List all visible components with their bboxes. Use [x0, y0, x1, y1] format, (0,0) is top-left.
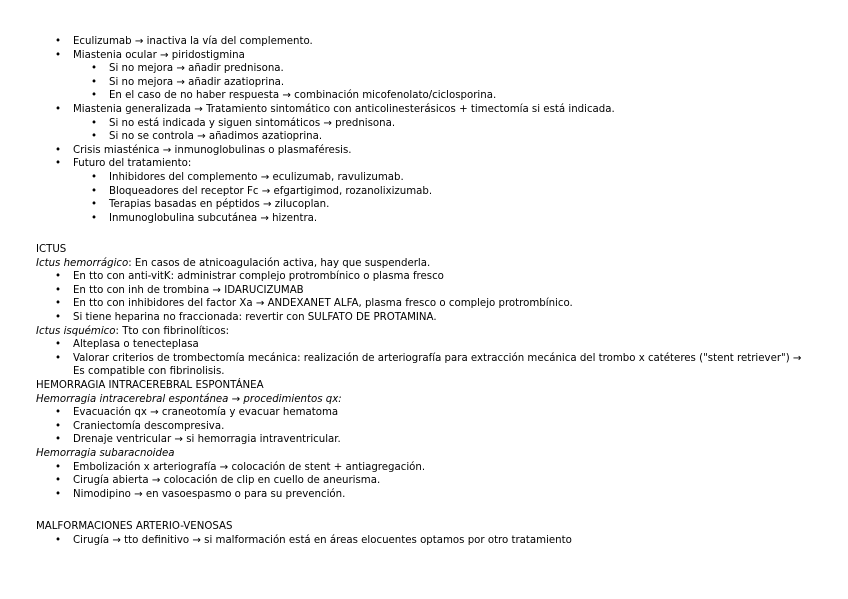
list-item: • Miastenia ocular → piridostigmina — [36, 49, 812, 63]
miastenia-list — [36, 35, 812, 225]
ictus-isquemico-text: : Tto con fibrinolíticos: — [115, 325, 230, 337]
list-item: • Si no mejora → añadir azatioprina. — [36, 76, 812, 90]
ictus-hemorragico-list — [36, 270, 812, 324]
ictus-heading: ICTUS — [36, 244, 67, 255]
list-item: • Craniectomía descompresiva. — [36, 420, 812, 434]
list-item: • Si no se controla → añadimos azatioprina. — [36, 130, 812, 144]
list-item: • Cirugía → tto definitivo → si malformación está en áreas elocuentes optamos por otro tratamiento — [36, 534, 812, 548]
hsa-list — [36, 461, 812, 502]
list-item: • Si tiene heparina no fraccionada: revertir con SULFATO DE PROTAMINA. — [36, 311, 812, 325]
hsa-subheading: Hemorragia subaracnoidea — [36, 447, 175, 459]
list-item: • En el caso de no haber respuesta → combinación micofenolato/ciclosporina. — [36, 89, 812, 103]
hic-subheading: Hemorragia intracerebral espontánea → procedimientos qx: — [36, 393, 342, 405]
hic-heading: HEMORRAGIA INTRACEREBRAL ESPONTÁNEA — [36, 379, 264, 391]
ictus-isquemico-label: Ictus isquémico — [36, 325, 116, 337]
list-item: • En tto con inh de trombina → IDARUCIZUMAB — [36, 284, 812, 298]
list-item: • Miastenia generalizada → Tratamiento sintomático con anticolinesterásicos + timectomía si está indicada. — [36, 103, 812, 117]
mav-list — [36, 534, 812, 548]
list-item: • Si no mejora → añadir prednisona. — [36, 62, 812, 76]
list-item: • En tto con inhibidores del factor Xa → ANDEXANET ALFA, plasma fresco o complejo protrombínico. — [36, 297, 812, 311]
ictus-hemorragico-text: : En casos de atnicoagulación activa, hay que suspenderla. — [128, 257, 431, 269]
list-item: • Bloqueadores del receptor Fc → efgartigimod, rozanolixizumab. — [36, 185, 812, 199]
list-item: • Inhibidores del complemento → eculizumab, ravulizumab. — [36, 171, 812, 185]
list-item: • En tto con anti-vitK: administrar complejo protrombínico o plasma fresco — [36, 270, 812, 284]
list-item: • Drenaje ventricular → si hemorragia intraventricular. — [36, 433, 812, 447]
mav-section — [36, 520, 812, 547]
list-item: • Embolización x arteriografía → colocación de stent + antiagregación. — [36, 461, 812, 475]
list-item: • Si no está indicada y siguen sintomáticos → prednisona. — [36, 117, 812, 131]
list-item: • Terapias basadas en péptidos → zilucoplan. — [36, 198, 812, 212]
ictus-hemorragico-line — [36, 257, 812, 271]
ictus-isquemico-list — [36, 338, 812, 379]
mav-heading: MALFORMACIONES ARTERIO-VENOSAS — [36, 521, 233, 532]
list-item: • Cirugía abierta → colocación de clip en cuello de aneurisma. — [36, 474, 812, 488]
list-item: • Inmunoglobulina subcutánea → hizentra. — [36, 212, 812, 226]
list-item: • Valorar criterios de trombectomía mecánica: realización de arteriografía para extracción mecánica del trombo x catéteres ("stent retriever") → Es compatible con fibrinolisis. — [36, 352, 812, 379]
list-item: • Crisis miasténica → inmunoglobulinas o plasmaféresis. — [36, 144, 812, 158]
hic-list — [36, 406, 812, 447]
list-item: • Alteplasa o tenecteplasa — [36, 338, 812, 352]
miastenia-treatment-section — [36, 35, 812, 225]
ictus-section — [36, 243, 812, 501]
ictus-hemorragico-label: Ictus hemorrágico — [36, 257, 129, 269]
list-item: • Nimodipino → en vasoespasmo o para su prevención. — [36, 488, 812, 502]
ictus-isquemico-line — [36, 325, 812, 339]
list-item: • Evacuación qx → craneotomía y evacuar hematoma — [36, 406, 812, 420]
list-item: • Eculizumab → inactiva la vía del complemento. — [36, 35, 812, 49]
list-item: • Futuro del tratamiento: — [36, 157, 812, 171]
